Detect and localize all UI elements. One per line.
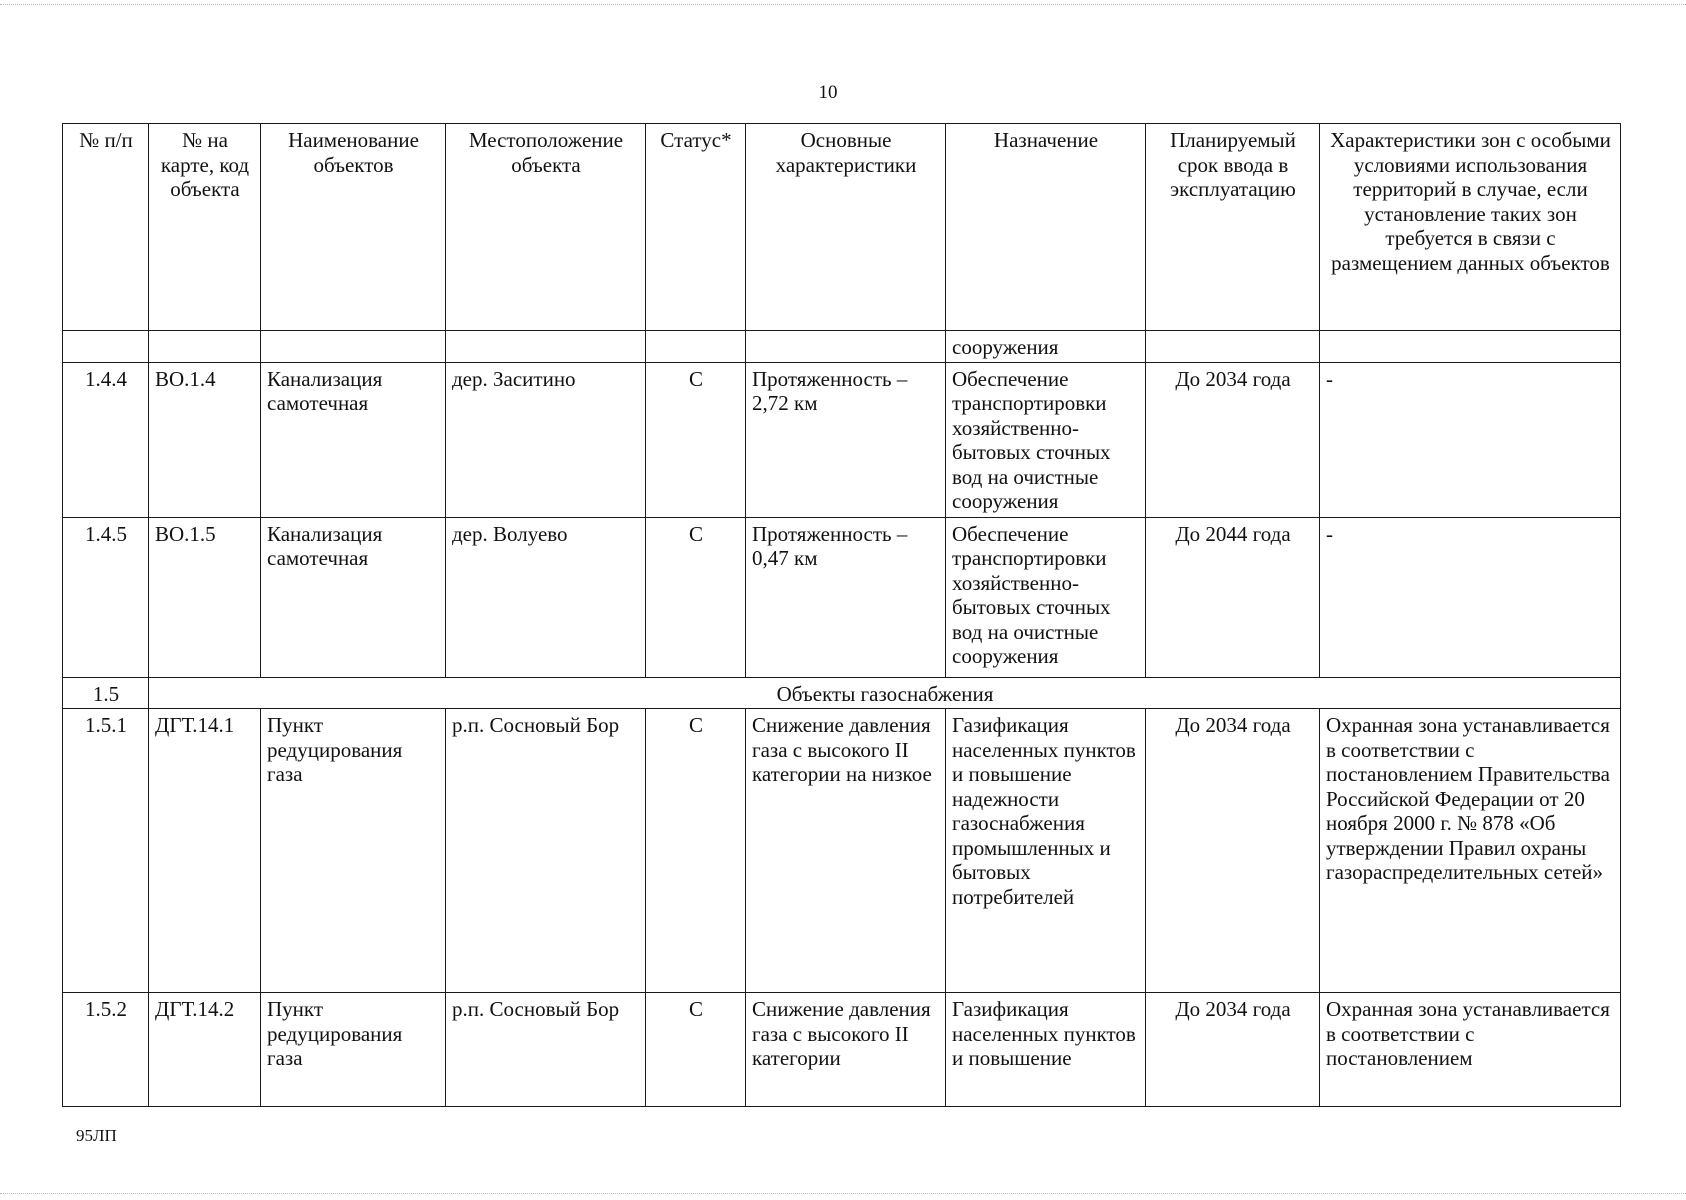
header-num: № п/п bbox=[63, 124, 149, 331]
cell-num: 1.4.4 bbox=[63, 362, 149, 517]
cell-name: Пункт редуцирования газа bbox=[261, 709, 446, 993]
scan-edge-top bbox=[0, 4, 1686, 5]
cell-num: 1.5.1 bbox=[63, 709, 149, 993]
cell-name: Канализация самотечная bbox=[261, 517, 446, 677]
cell-purpose: Газификация населенных пунктов и повышение надежности газоснабжения промышленных и бытовых потребителей bbox=[946, 709, 1146, 993]
page-number: 10 bbox=[818, 82, 838, 103]
section-row bbox=[63, 677, 1621, 709]
cont-cell-empty bbox=[63, 331, 149, 363]
cell-characteristics: Протяженность – 0,47 км bbox=[746, 517, 946, 677]
cell-status: С bbox=[646, 362, 746, 517]
cell-term: До 2034 года bbox=[1146, 709, 1320, 993]
cell-purpose: Обеспечение транспортировки хозяйственно-бытовых сточных вод на очистные сооружения bbox=[946, 362, 1146, 517]
cell-zones: - bbox=[1320, 517, 1621, 677]
scan-edge-bottom bbox=[0, 1193, 1686, 1194]
cell-status: С bbox=[646, 993, 746, 1107]
cell-location: р.п. Сосновый Бор bbox=[446, 709, 646, 993]
section-title: Объекты газоснабжения bbox=[149, 677, 1621, 709]
cell-zones: Охранная зона устанавливается в соответствии с постановлением bbox=[1320, 993, 1621, 1107]
cell-purpose: Обеспечение транспортировки хозяйственно-бытовых сточных вод на очистные сооружения bbox=[946, 517, 1146, 677]
cont-cell-empty bbox=[1320, 331, 1621, 363]
header-zones: Характеристики зон с особыми условиями использования территорий в случае, если установление таких зон требуется в связи с размещением данных объектов bbox=[1320, 124, 1621, 331]
cell-term: До 2044 года bbox=[1146, 517, 1320, 677]
cell-zones: - bbox=[1320, 362, 1621, 517]
document-code: 95ЛП bbox=[76, 1126, 117, 1145]
cell-location: дер. Волуево bbox=[446, 517, 646, 677]
table-row bbox=[63, 517, 1621, 677]
objects-table bbox=[62, 123, 1621, 1107]
cell-num: 1.4.5 bbox=[63, 517, 149, 677]
cell-term: До 2034 года bbox=[1146, 993, 1320, 1107]
cell-code: ДГТ.14.1 bbox=[149, 709, 261, 993]
table-row bbox=[63, 362, 1621, 517]
cont-cell-empty bbox=[1146, 331, 1320, 363]
cont-cell-purpose: сооружения bbox=[946, 331, 1146, 363]
cell-characteristics: Протяженность – 2,72 км bbox=[746, 362, 946, 517]
cont-cell-empty bbox=[646, 331, 746, 363]
section-num: 1.5 bbox=[63, 677, 149, 709]
header-characteristics: Основные характеристики bbox=[746, 124, 946, 331]
cell-characteristics: Снижение давления газа с высокого II категории bbox=[746, 993, 946, 1107]
cell-name: Пункт редуцирования газа bbox=[261, 993, 446, 1107]
cell-term: До 2034 года bbox=[1146, 362, 1320, 517]
header-purpose: Назначение bbox=[946, 124, 1146, 331]
cont-cell-empty bbox=[149, 331, 261, 363]
cell-zones: Охранная зона устанавливается в соответствии с постановлением Правительства Российской Федерации от 20 ноября 2000 г. № 878 «Об утверждении Правил охраны газораспределительных сетей» bbox=[1320, 709, 1621, 993]
cont-cell-empty bbox=[446, 331, 646, 363]
cell-name: Канализация самотечная bbox=[261, 362, 446, 517]
header-location: Местоположение объекта bbox=[446, 124, 646, 331]
cell-code: ВО.1.4 bbox=[149, 362, 261, 517]
header-name: Наименование объектов bbox=[261, 124, 446, 331]
cell-location: р.п. Сосновый Бор bbox=[446, 993, 646, 1107]
cell-num: 1.5.2 bbox=[63, 993, 149, 1107]
header-status: Статус* bbox=[646, 124, 746, 331]
table-row bbox=[63, 993, 1621, 1107]
table-row bbox=[63, 709, 1621, 993]
cell-purpose: Газификация населенных пунктов и повышение bbox=[946, 993, 1146, 1107]
cell-status: С bbox=[646, 709, 746, 993]
cont-cell-empty bbox=[261, 331, 446, 363]
cell-code: ДГТ.14.2 bbox=[149, 993, 261, 1107]
table-header-row bbox=[63, 124, 1621, 331]
cell-characteristics: Снижение давления газа с высокого II категории на низкое bbox=[746, 709, 946, 993]
cell-location: дер. Заситино bbox=[446, 362, 646, 517]
header-term: Планируемый срок ввода в эксплуатацию bbox=[1146, 124, 1320, 331]
header-map-code: № на карте, код объекта bbox=[149, 124, 261, 331]
cont-cell-empty bbox=[746, 331, 946, 363]
cell-code: ВО.1.5 bbox=[149, 517, 261, 677]
continuation-row bbox=[63, 331, 1621, 363]
cell-status: С bbox=[646, 517, 746, 677]
